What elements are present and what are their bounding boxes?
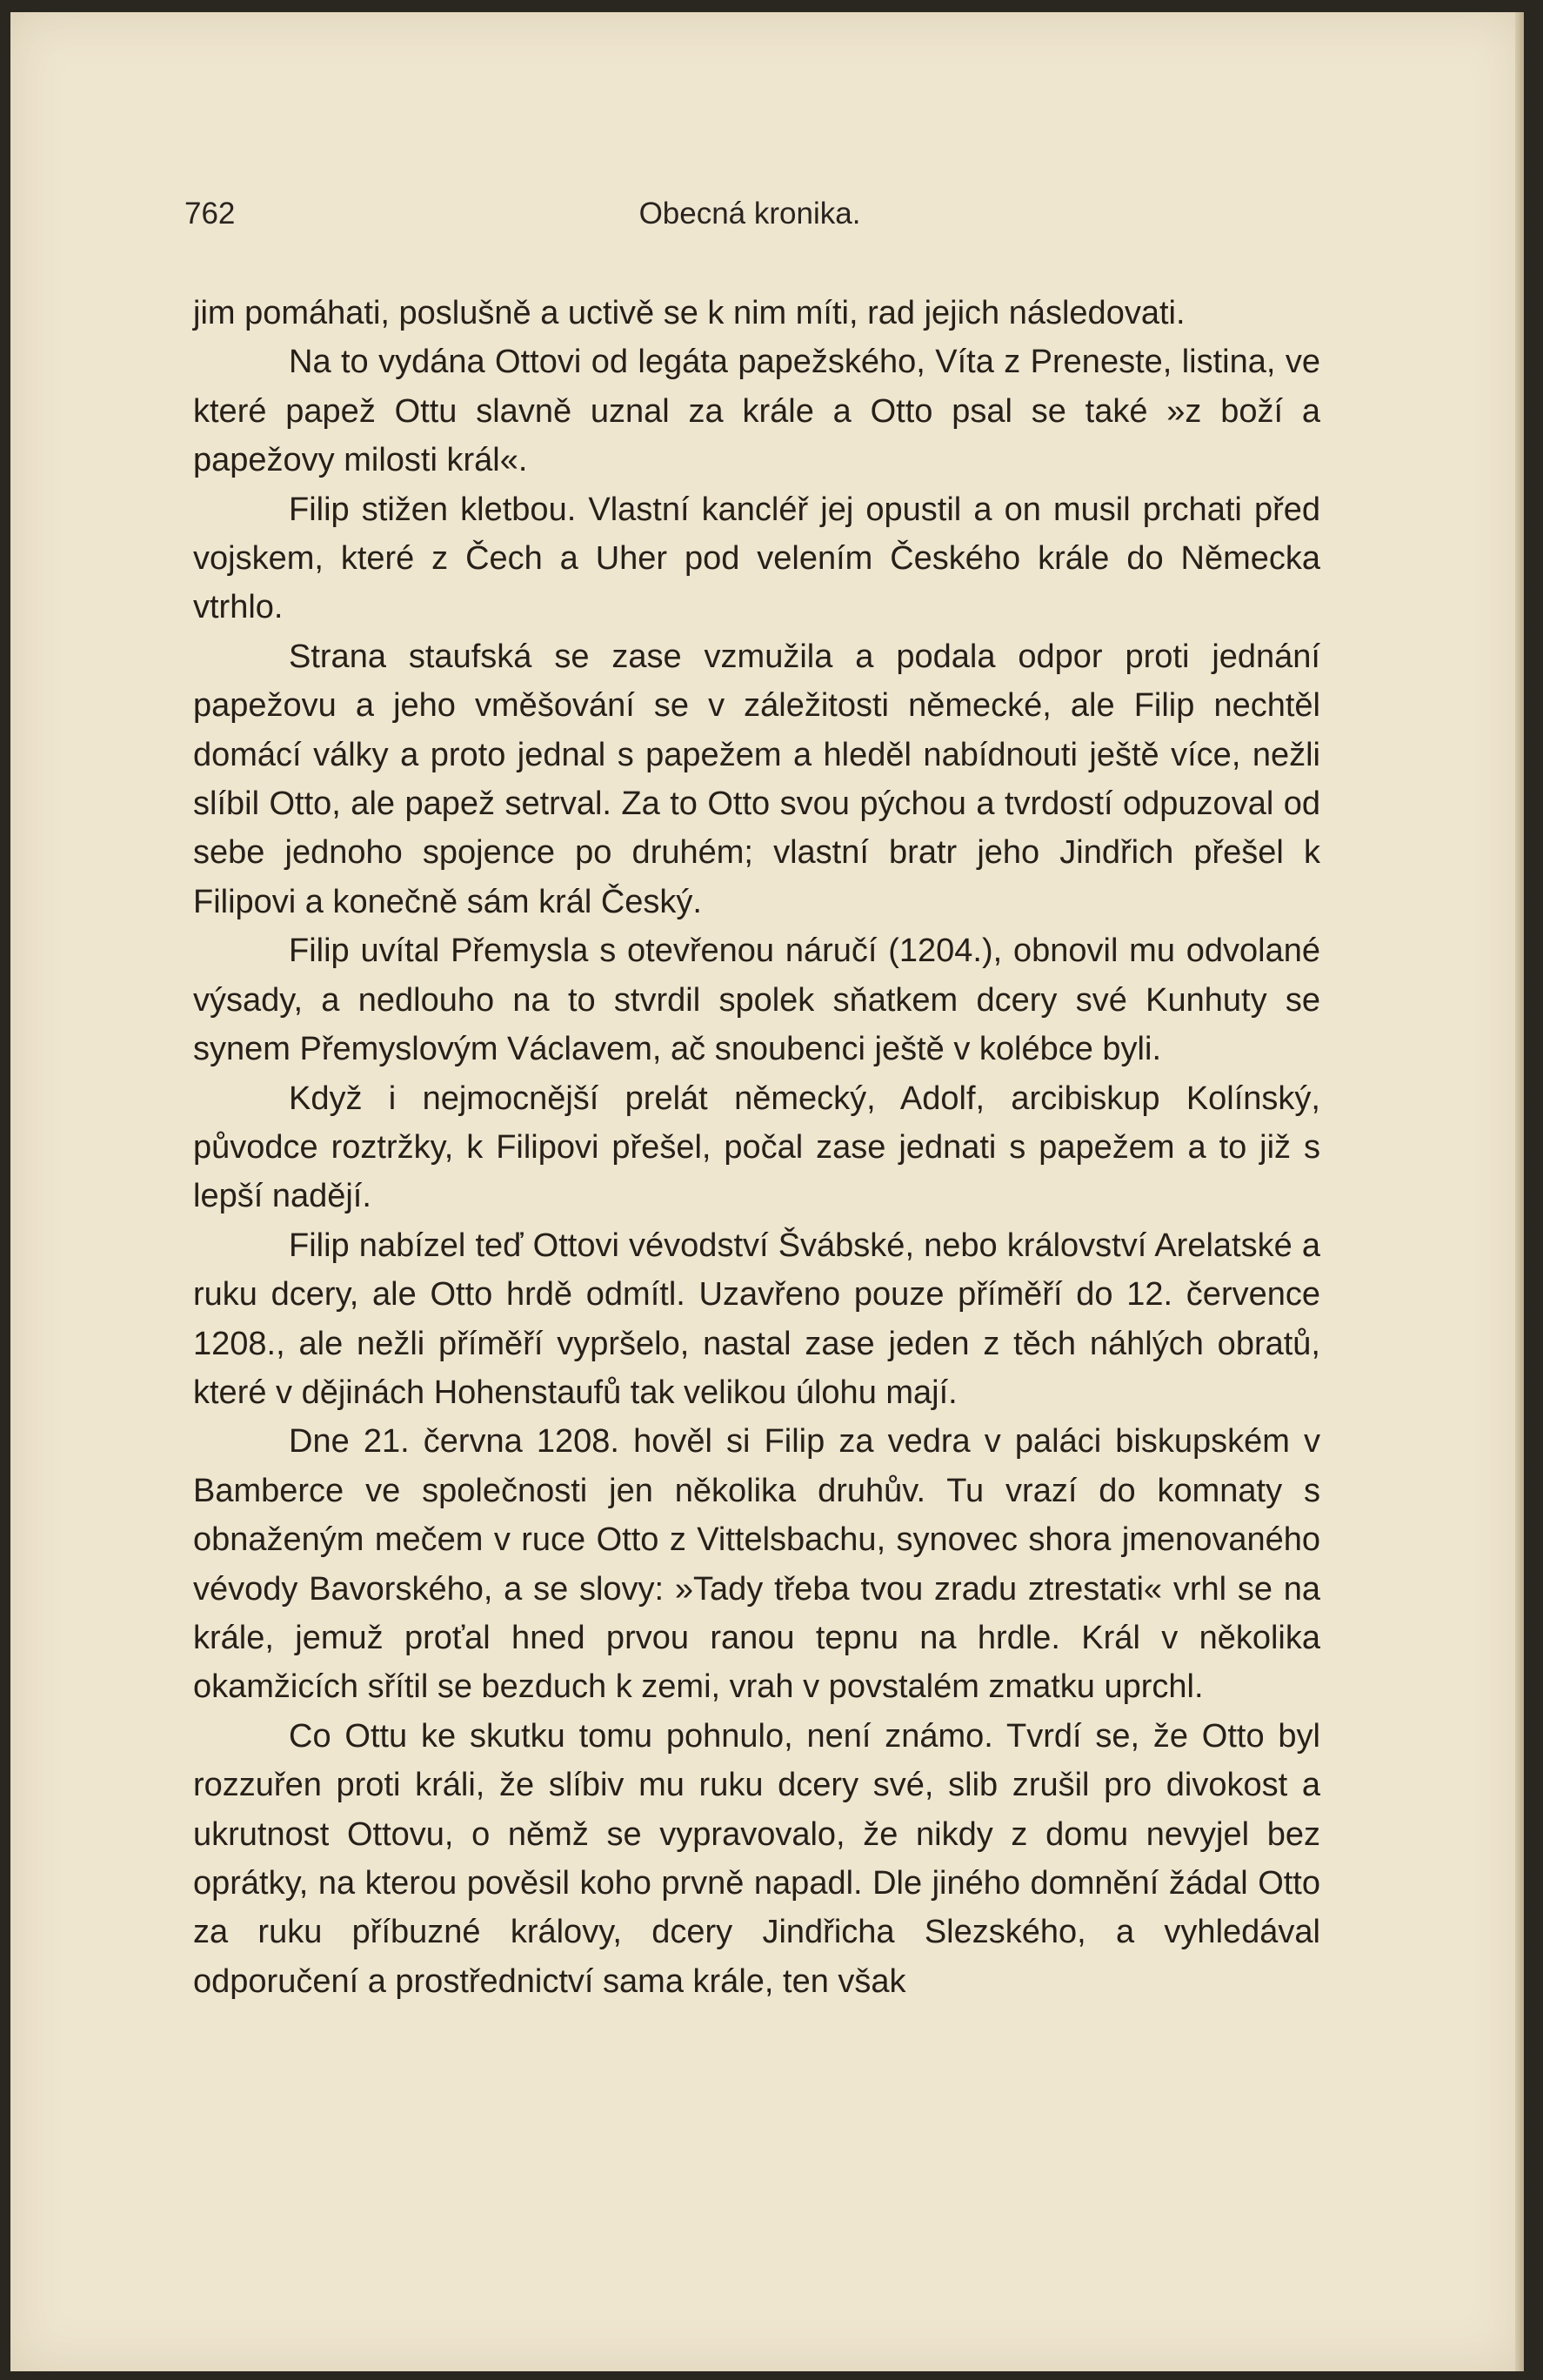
paragraph: jim pomáhati, poslušně a uctivě se k nim míti, rad jejich následovati. xyxy=(193,295,1186,331)
paragraph: Filip stižen kletbou. Vlastní kancléř jej opustil a on musil prchati před vojskem, které z Čech a Uher pod velením Českého krále do Německa vtrhlo. xyxy=(193,491,1320,626)
running-title: Obecná kronika. xyxy=(638,197,861,231)
page-number: 762 xyxy=(184,197,236,231)
paragraph: Co Ottu ke skutku tomu pohnulo, není známo. Tvrdí se, že Otto byl rozzuřen proti králi, že slíbiv mu ruku dcery své, slib zrušil pro divokost a ukrutnost Ottovu, o němž se vypravovalo, že nikdy z domu nevyjel bez oprátky, na kterou pověsil koho prvně napadl. Dle jiného domnění žádal Otto za ruku příbuzné královy, dcery Jindřicha Slezského, a vyhledával odporučení a prostřednictví sama krále, ten však xyxy=(193,1717,1320,2000)
paragraph: Když i nejmocnější prelát německý, Adolf, arcibiskup Kolínský, původce roztržky, k Filipovi přešel, počal zase jednati s papežem a to již s lepší nadějí. xyxy=(193,1080,1320,1215)
paragraph: Na to vydána Ottovi od legáta papežského, Víta z Preneste, listina, ve které papež Ottu slavně uznal za krále a Otto psal se také »z boží a papežovy milosti král«. xyxy=(193,344,1320,479)
body-text xyxy=(193,289,1320,2006)
paragraph: Dne 21. června 1208. hověl si Filip za vedra v paláci biskupském v Bamberce ve společnosti jen několika druhův. Tu vrazí do komnaty s obnaženým mečem v ruce Otto z Vittelsbachu, synovec shora jmenovaného vévody Bavorského, a se slovy: »Tady třeba tvou zradu ztrestati« vrhl se na krále, jemuž proťal hned prvou ranou tepnu na hrdle. Král v několika okamžicích sřítil se bezduch k zemi, vrah v povstalém zmatku uprchl. xyxy=(193,1423,1320,1706)
page-edge xyxy=(1515,12,1524,2371)
paragraph: Filip nabízel teď Ottovi vévodství Švábské, nebo království Arelatské a ruku dcery, ale Otto hrdě odmítl. Uzavřeno pouze příměří do 12. července 1208., ale nežli příměří vypršelo, nastal zase jeden z těch náhlých obratů, které v dějinách Hohenstaufů tak velikou úlohu mají. xyxy=(193,1227,1320,1411)
paragraph: Strana staufská se zase vzmužila a podala odpor proti jednání papežovu a jeho vměšování se v záležitosti německé, ale Filip nechtěl domácí války a proto jednal s papežem a hleděl nabídnouti ještě více, nežli slíbil Otto, ale papež setrval. Za to Otto svou pýchou a tvrdostí odpuzoval od sebe jednoho spojence po druhém; vlastní bratr jeho Jindřich přešel k Filipovi a konečně sám král Český. xyxy=(193,638,1320,920)
book-page xyxy=(10,12,1524,2371)
page-header xyxy=(184,197,1315,249)
paragraph: Filip uvítal Přemysla s otevřenou náručí (1204.), obnovil mu odvolané výsady, a nedlouho na to stvrdil spolek sňatkem dcery své Kunhuty se synem Přemyslovým Václavem, ač snoubenci ještě v kolébce byli. xyxy=(193,933,1320,1068)
